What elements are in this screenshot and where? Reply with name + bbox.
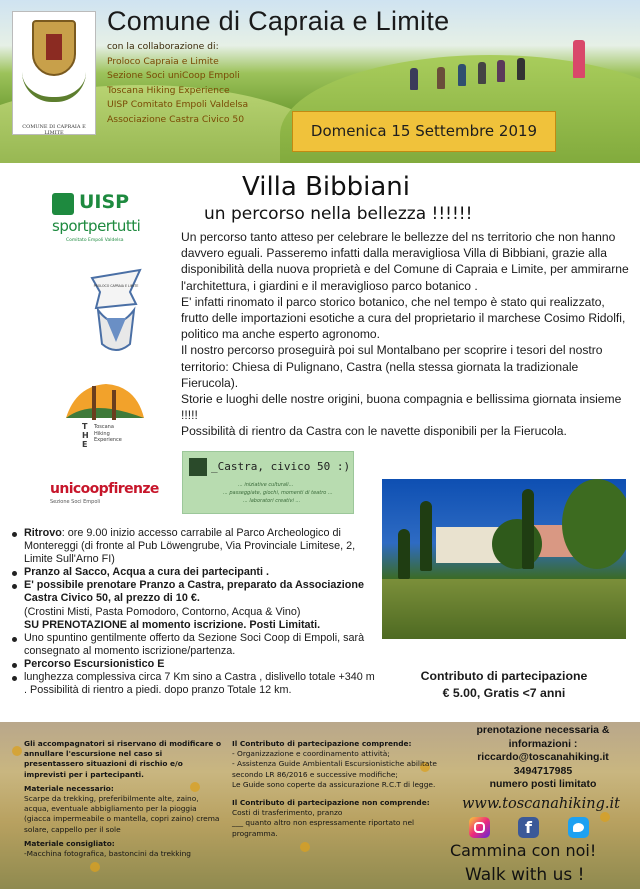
non-comprende-item: ___ quanto altro non espressamente riportato nel programma. — [232, 818, 415, 838]
detail-item — [10, 658, 378, 671]
lunghezza-text: lunghezza complessiva circa 7 Km sino a Castra , dislivello totale +340 m . Possibilità di rientro a piedi. dopo pranzo Totale 12 km. — [24, 671, 375, 697]
disclaimer-text: Gli accompagnatori si riservano di modificare o annullare l'escursione nel caso si presentassero situazioni di rischio e/o imprevisti per i partecipanti. — [24, 739, 222, 779]
crest-label: COMUNE DI CAPRAIA E LIMITE — [22, 124, 86, 136]
comprende-item: - Organizzazione e coordinamento attività; — [232, 749, 390, 759]
comprende-item: - Assistenza Guide Ambientali Escursionistiche abilitate secondo LR 86/2016 e successive modifiche; — [232, 759, 437, 779]
event-subtitle: un percorso nella bellezza !!!!!! — [204, 204, 473, 224]
ritrovo-text: : ore 9.00 inizio accesso carrabile al Parco Archeologico di Montereggi (di fronte al Pub Löwengrube, Via Provinciale Limitese, 2, Limite Sull'Arno FI) — [24, 527, 356, 566]
hiker-figure — [497, 60, 505, 82]
consigliato-text: -Macchina fotografica, bastoncini da trekking — [24, 849, 192, 859]
non-comprende-title: Il Contributo di partecipazione non comprende: — [232, 798, 430, 808]
the-letter: E — [82, 440, 88, 449]
page-title: Comune di Capraia e Limite — [107, 6, 450, 36]
spuntino-text: Uno spuntino gentilmente offerto da Sezione Soci Coop di Empoli, sarà consegnato al momento iscrizione/partenza. — [24, 631, 365, 657]
detail-item — [10, 579, 378, 605]
instagram-icon[interactable] — [469, 817, 490, 838]
castra-line: ... passeggiate, giochi, momenti di teatro ... — [223, 490, 333, 496]
collaboration-list — [107, 40, 248, 127]
flower-decoration — [300, 842, 310, 852]
event-title: Villa Bibbiani — [242, 172, 411, 202]
castra-square-icon — [189, 458, 207, 476]
the-letter: T — [82, 422, 88, 431]
website-link[interactable]: www.toscanahiking.it — [462, 796, 620, 812]
footer-contribution-info — [232, 739, 447, 839]
prenotazione-text: SU PRENOTAZIONE al momento iscrizione. Posti Limitati. — [24, 618, 321, 631]
pranzo-castra-text: E' possibile prenotare Pranzo a Castra, preparato da Associazione Castra Civico 50, al prezzo di 10 €. — [24, 579, 364, 605]
prenotazione-title: prenotazione necessaria & informazioni : — [476, 724, 610, 750]
contribution-label: Contributo di partecipazione — [420, 669, 588, 683]
materiale-text: Scarpe da trekking, preferibilmente alte, zaino, acqua, eventuale abbigliamento per la pioggia (giacca impermeabile o mantella, copri zaino) crema solare, cappello per il sole — [24, 794, 220, 834]
unicoop-logo — [50, 481, 160, 507]
proloco-label: PROLOCO CAPRAIA E LIMITE — [93, 284, 139, 288]
crest-shield-icon — [32, 20, 76, 76]
collaborator-item: Associazione Castra Civico 50 — [107, 113, 245, 125]
cypress-tree — [420, 501, 432, 571]
tree — [492, 519, 542, 569]
hiker-figure — [517, 58, 525, 80]
event-date: Domenica 15 Settembre 2019 — [292, 111, 556, 152]
detail-item — [10, 632, 378, 658]
tree — [562, 479, 626, 569]
contact-phone[interactable]: 3494717985 — [513, 764, 573, 777]
unicoop-wordmark: unicoopfirenze — [50, 481, 159, 497]
description-paragraph: Un percorso tanto atteso per celebrare le bellezze del ns territorio che non hanno davvero eguali. Passeremo infatti dalla meravigliosa Villa di Bibbiani, grazie alla disponibilità della nuova proprietà e del Comune di Capraia e Limite, per ammirarne l'architettura, i giardini e il meraviglioso parco botanico . — [181, 230, 629, 293]
detail-item — [10, 671, 378, 697]
uisp-tagline: sportpertutti — [52, 217, 141, 235]
castra-line: ... laboratori creativi ... — [243, 498, 301, 504]
detail-item — [10, 566, 378, 579]
contribution-value: € 5.00, Gratis <7 anni — [442, 686, 566, 700]
percorso-text: Percorso Escursionistico E — [24, 657, 165, 670]
pranzo-text: Pranzo al Sacco, Acqua a cura dei partecipanti . — [24, 566, 270, 579]
description-paragraph: Il nostro percorso proseguirà poi sul Montalbano per scoprire i tesori del nostro territorio: Chiesa di Pulignano, Castra (nella stessa giornata la tradizionale Fierucola). — [181, 343, 603, 390]
villa-photo — [382, 479, 626, 639]
menu-text: (Crostini Misti, Pasta Pomodoro, Contorno, Acqua & Vino) — [24, 605, 301, 618]
unicoop-subtitle: Sezione Soci Empoli — [50, 499, 101, 505]
toscana-word: Experience — [94, 437, 122, 443]
collaborator-item: Proloco Capraia e Limite — [107, 55, 219, 67]
materiale-title: Materiale necessario: — [24, 783, 114, 793]
uisp-subtitle: Comitato Empoli Valdelsa — [66, 238, 124, 243]
toscana-hiking-icon — [62, 380, 148, 460]
footer-contacts — [446, 724, 640, 792]
toscana-hiking-logo — [62, 380, 148, 460]
contact-email[interactable]: riccardo@toscanahiking.it — [477, 751, 609, 763]
facebook-icon[interactable]: f — [518, 817, 539, 838]
slogan-english: Walk with us ! — [465, 865, 585, 885]
castra-line: ... iniziative culturali... — [238, 482, 294, 488]
toscana-word: Toscana — [94, 424, 114, 430]
proloco-emblem-icon — [86, 264, 146, 356]
description-paragraph: Storie e luoghi delle nostre origini, buona compagnia e bellissima giornata insieme !!!!! — [181, 392, 622, 423]
toscana-word: Hiking — [94, 430, 110, 437]
cypress-tree — [398, 529, 410, 579]
non-comprende-item: Costi di trasferimento, pranzo — [232, 808, 343, 818]
slogan-italian: Cammina con noi! — [450, 841, 597, 860]
collaborator-item: Sezione Soci uniCoop Empoli — [107, 70, 240, 81]
details-list — [10, 527, 378, 697]
comprende-title: Il Contributo di partecipazione comprende: — [232, 739, 412, 748]
twitter-icon[interactable] — [568, 817, 589, 838]
collaboration-intro: con la collaborazione di: — [107, 41, 219, 52]
uisp-mark-icon — [52, 193, 74, 215]
hiker-figure — [437, 67, 445, 89]
consigliato-title: Materiale consigliato: — [24, 838, 115, 848]
detail-continuation — [10, 619, 378, 632]
castra-name: _Castra, civico 50 :) — [211, 460, 351, 473]
collaborator-item: Toscana Hiking Experience — [107, 84, 230, 96]
garden — [382, 579, 626, 639]
proloco-logo — [86, 264, 146, 356]
event-description — [181, 229, 629, 440]
detail-continuation — [10, 606, 378, 619]
hiker-figure — [573, 40, 585, 78]
hiker-figure — [478, 62, 486, 84]
the-letter: H — [82, 431, 89, 440]
description-paragraph: Possibilità di rientro da Castra con le navette disponibili per la Fierucola. — [181, 424, 567, 439]
flower-decoration — [12, 746, 22, 756]
comprende-item: Le Guide sono coperte da assicurazione R.C.T di legge. — [232, 779, 436, 789]
castra-logo — [182, 451, 354, 514]
detail-item — [10, 527, 378, 566]
hiker-figure — [410, 68, 418, 90]
ritrovo-label: Ritrovo — [24, 527, 62, 539]
description-paragraph: E' infatti rinomato il parco storico botanico, che nel tempo è stato qui realizzato, frutto delle importazioni esotiche a cura del proprietario il marchese Cosimo Ridolfi, politico ma anche esperto agronomo. — [181, 294, 626, 342]
posti-text: numero posti limitato — [489, 778, 597, 790]
uisp-wordmark: UISP — [79, 191, 130, 213]
contribution-box — [404, 668, 604, 702]
uisp-logo — [52, 193, 152, 253]
cypress-tree — [522, 489, 534, 569]
hiker-figure — [458, 64, 466, 86]
flower-decoration — [90, 862, 100, 872]
collaborator-item: UISP Comitato Empoli Valdelsa — [107, 99, 249, 110]
flower-decoration — [600, 812, 610, 822]
footer-notes — [24, 739, 224, 859]
